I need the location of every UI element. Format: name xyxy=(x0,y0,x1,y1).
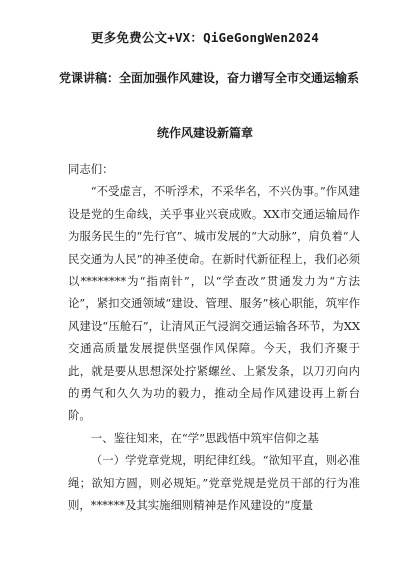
body-paragraph: “不受虚言，不听浮术，不采华名，不兴伪事。”作风建设是党的生命线，关乎事业兴衰成败。XX市交通运输局作为服务民生的“先行官”、城市发展的“大动脉”，肩负着“人民交通为人民”的神圣使命。在新时代新征程上，我们必须以********为“指南针”，以“学查改”贯通发力为“方法论”，紧扣交通领域“建设、管理、服务”核心职能，筑牢作风建设“压舱石”，让清风正气浸润交通运输各环节，为XX交通高质量发展提供坚强作风保障。今天，我们齐聚于此，就是要从思想深处拧紧螺丝、上紧发条，以刀刃向内的勇气和久久为功的毅力，推动全局作风建设再上新台阶。 xyxy=(68,184,360,423)
body-paragraph: （一）学党章党规，明纪律红线。“欲知平直，则必准绳；欲知方圆，则必规矩。”党章党规是党员干部的行为准则，******及其实施细则精神是作风建设的“度量 xyxy=(68,453,360,513)
document-title: 党课讲稿：全面加强作风建设，奋力谱写全市交通运输系 xyxy=(58,71,359,85)
document-body xyxy=(68,158,360,517)
document-title-continuation: 统作风建设新篇章 xyxy=(156,126,253,140)
salutation: 同志们： xyxy=(68,162,114,176)
header-watermark-line: 更多免费公文+VX：QiGeGongWen2024 xyxy=(91,30,319,45)
section-heading: 一、鉴往知来，在“学”思践悟中筑牢信仰之基 xyxy=(90,430,319,445)
